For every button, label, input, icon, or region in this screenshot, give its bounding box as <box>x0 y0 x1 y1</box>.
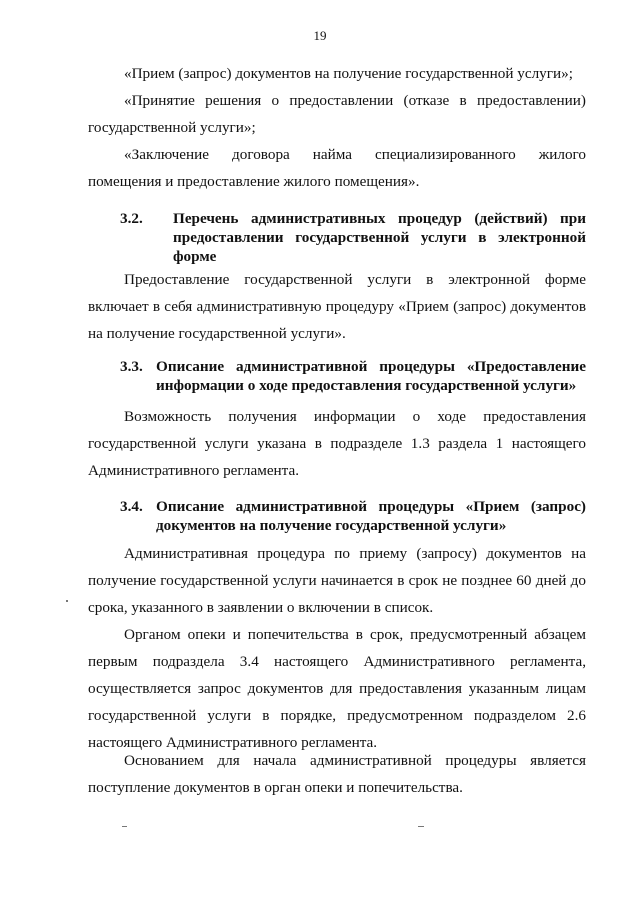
section-title: Описание административной процедуры «Предоставление информации о ходе предоставления государственной услуги» <box>156 358 586 394</box>
section-heading-3-2 <box>120 209 586 266</box>
section-number: 3.2. <box>120 210 143 227</box>
scan-speck <box>66 600 68 602</box>
list-item-decision: «Принятие решения о предоставлении (отказе в предоставлении) государственной услуги»; <box>88 92 586 136</box>
list-item-receipt: «Прием (запрос) документов на получение государственной услуги»; <box>124 65 573 82</box>
section-paragraph: Органом опеки и попечительства в срок, предусмотренный абзацем первым подраздела 3.4 настоящего Административного регламента, осуществляется запрос документов для предоставления указанным лицам государственной услуги в порядке, предусмотренном подразделом 2.6 настоящего Административного регламента. <box>88 626 586 751</box>
section-paragraph: Административная процедура по приему (запросу) документов на получение государственной услуги начинается в срок не позднее 60 дней до срока, указанного в заявлении о включении в список. <box>88 545 586 616</box>
page-number: 19 <box>313 28 327 43</box>
section-number: 3.3. <box>120 358 143 375</box>
section-heading-3-3 <box>120 357 586 395</box>
list-item-contract: «Заключение договора найма специализированного жилого помещения и предоставление жилого помещения». <box>88 146 586 190</box>
section-title: Перечень административных процедур (действий) при предоставлении государственной услуги в электронной форме <box>173 210 586 265</box>
section-paragraph: Возможность получения информации о ходе предоставления государственной услуги указана в подразделе 1.3 раздела 1 настоящего Административного регламента. <box>88 408 586 479</box>
scan-speck <box>418 826 424 827</box>
scan-speck <box>122 826 127 827</box>
section-paragraph: Основанием для начала административной процедуры является поступление документов в орган опеки и попечительства. <box>88 752 586 796</box>
section-paragraph: Предоставление государственной услуги в электронной форме включает в себя административную процедуру «Прием (запрос) документов на получение государственной услуги». <box>88 271 586 342</box>
section-number: 3.4. <box>120 498 143 515</box>
section-heading-3-4 <box>120 497 586 535</box>
section-title: Описание административной процедуры «Прием (запрос) документов на получение государственной услуги» <box>156 498 586 534</box>
